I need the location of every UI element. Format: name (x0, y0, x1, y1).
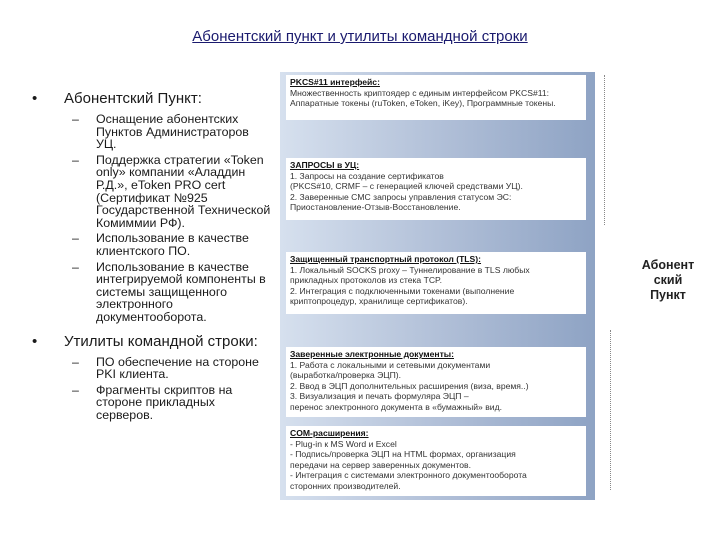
feature-box-line: сторонних производителей. (290, 480, 401, 491)
feature-box-com (286, 426, 586, 496)
feature-box-line: Множественность криптоядер с единым интерфейсом PKCS#11: (290, 87, 550, 98)
feature-box-line: 3. Визуализация и печать формуляра ЭЦП – (290, 391, 469, 402)
dash-icon: – (72, 259, 79, 274)
dash-icon: – (72, 354, 79, 369)
feature-box-line: Приостановление-Отзыв-Восстановление. (290, 202, 461, 213)
list-item-label: Утилиты командной строки: (64, 332, 258, 350)
feature-box-line: - Интеграция с системами электронного документооборота (290, 470, 527, 481)
page-title: Абонентский пункт и утилиты командной строки (192, 28, 528, 45)
feature-box-header: Защищенный транспортный протокол (TLS): (290, 254, 482, 264)
feature-box-line: (выработка/проверка ЭЦП). (290, 370, 402, 381)
dash-icon: – (72, 152, 79, 167)
dotted-connector (604, 75, 607, 225)
sub-list-item-text: Поддержка стратегии «Token only» компании «Аладдин Р.Д.», eToken PRO cert (Сертификат №925 Государственной Технической Комиммии РФ). (96, 152, 271, 230)
label-line: Абонент (641, 258, 695, 272)
feature-box-line: прикладных протоколов из стека TCP. (290, 275, 443, 286)
feature-box-header: COM-расширения: (290, 428, 369, 438)
list-item (32, 90, 272, 107)
feature-box-line: Аппаратные токены (ruToken, eToken, iKey), Программные токены. (290, 98, 556, 109)
feature-box-line: - Подпись/проверка ЭЦП на HTML формах, организация (290, 449, 516, 460)
bullet-icon: • (32, 332, 38, 350)
feature-box-line: 2. Интеграция с подключенными токенами (выполнение (290, 285, 515, 296)
dash-icon: – (72, 112, 79, 126)
bullet-icon: • (32, 90, 38, 107)
label-line: Пункт (650, 288, 686, 302)
feature-box-line: 1. Локальный SOCKS proxy – Туннелирование в TLS любых (290, 264, 530, 275)
sub-list-item (32, 261, 272, 324)
dotted-connector (610, 330, 613, 490)
sub-list-item (32, 356, 272, 381)
list-item-label: Абонентский Пункт: (64, 90, 202, 107)
dash-icon: – (72, 382, 79, 397)
feature-box-line: (PKCS#10, CRMF – с генерацией ключей средствами УЦ). (290, 181, 523, 192)
feature-box-line: 2. Заверенные CMC запросы управления статусом ЭС: (290, 191, 512, 202)
feature-box-signed-docs (286, 347, 586, 417)
feature-box-line: 2. Ввод в ЭЦП дополнительных расширения (виза, время..) (290, 380, 529, 391)
list-item (32, 333, 272, 350)
sub-list-item (32, 384, 272, 422)
feature-box-line: передачи на сервер заверенных документов. (290, 459, 471, 470)
feature-box-pkcs11 (286, 75, 586, 120)
sub-list-item-text: Фрагменты скриптов на стороне прикладных серверов. (96, 382, 233, 422)
sub-list-item-text: ПО обеспечение на стороне PKI клиента. (96, 354, 259, 382)
feature-box-header: PKCS#11 интерфейс: (290, 77, 380, 87)
feature-box-header: Заверенные электронные документы: (290, 349, 454, 359)
feature-box-line: 1. Работа с локальными и сетевыми документами (290, 359, 491, 370)
sub-list-item (32, 154, 272, 230)
feature-box-line: криптопроцедур, хранилище сертификатов). (290, 296, 468, 307)
subscriber-point-label (628, 258, 708, 303)
sub-list-item (32, 113, 272, 151)
feature-box-line: 1. Запросы на создание сертификатов (290, 170, 444, 181)
feature-box-tls (286, 252, 586, 314)
feature-box-line: перенос электронного документа в «бумажный» вид. (290, 401, 502, 412)
feature-box-requests (286, 158, 586, 220)
sub-list-item-text: Использование в качестве интегрируемой компоненты в системы защищенного электронного документооборота. (96, 259, 266, 324)
feature-box-header: ЗАПРОСЫ в УЦ: (290, 160, 360, 170)
left-bullet-list (32, 90, 272, 424)
sub-list-item-text: Оснащение абонентских Пунктов Администраторов УЦ. (96, 112, 249, 152)
label-line: ский (653, 273, 683, 287)
sub-list-item (32, 232, 272, 257)
sub-list-item-text: Использование в качестве клиентского ПО. (96, 231, 249, 258)
dash-icon: – (72, 231, 79, 246)
feature-box-line: - Plug-in к MS Word и Excel (290, 438, 397, 449)
